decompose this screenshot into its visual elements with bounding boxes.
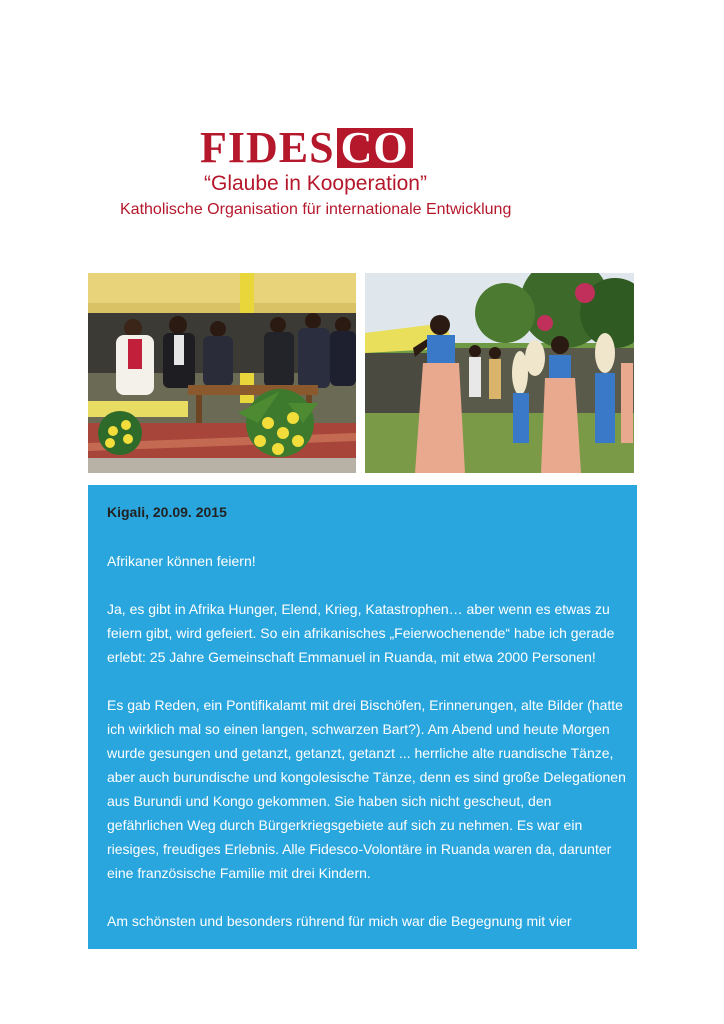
dancers-photo — [365, 273, 634, 473]
logo-text-co: CO — [337, 128, 413, 168]
tagline: “Glaube in Kooperation” — [204, 172, 427, 195]
organization-subtitle: Katholische Organisation für internationale Entwicklung — [120, 201, 512, 218]
ceremony-photo — [88, 273, 356, 473]
logo-wordmark — [200, 123, 413, 172]
article-paragraph: Am schönsten und besonders rührend für mich war die Begegnung mit vier — [107, 913, 572, 929]
article-paragraph: Ja, es gibt in Afrika Hunger, Elend, Krieg, Katastrophen… aber wenn es etwas zu feiern gibt, wird gefeiert. So ein afrikanisches „Feierwochenende“ habe ich gerade erlebt: 25 Jahre Gemeinschaft Emmanuel in Ruanda, mit etwa 2000 Personen! — [107, 601, 615, 665]
article-paragraph: Afrikaner können feiern! — [107, 553, 256, 569]
logo-text-fides: FIDES — [200, 123, 335, 172]
article-date: Kigali, 20.09. 2015 — [107, 504, 227, 520]
article-panel — [88, 485, 637, 949]
article-paragraph: Es gab Reden, ein Pontifikalamt mit drei Bischöfen, Erinnerungen, alte Bilder (hatte ich wirklich mal so einen langen, schwarzen Bart?). Am Abend und heute Morgen wurde gesungen und getanzt, getanzt, getanzt ... herrliche alte ruandische Tänze, aber auch burundische und kongolesische Tänze, denn es sind große Delegationen aus Burundi und Kongo gekommen. Sie haben sich nicht gescheut, den gefährlichen Weg durch Bürgerkriegsgebiete auf sich zu nehmen. Es war ein riesiges, freudiges Erlebnis. Alle Fidesco-Volontäre in Ruanda waren da, darunter eine französische Familie mit drei Kindern. — [107, 697, 626, 881]
